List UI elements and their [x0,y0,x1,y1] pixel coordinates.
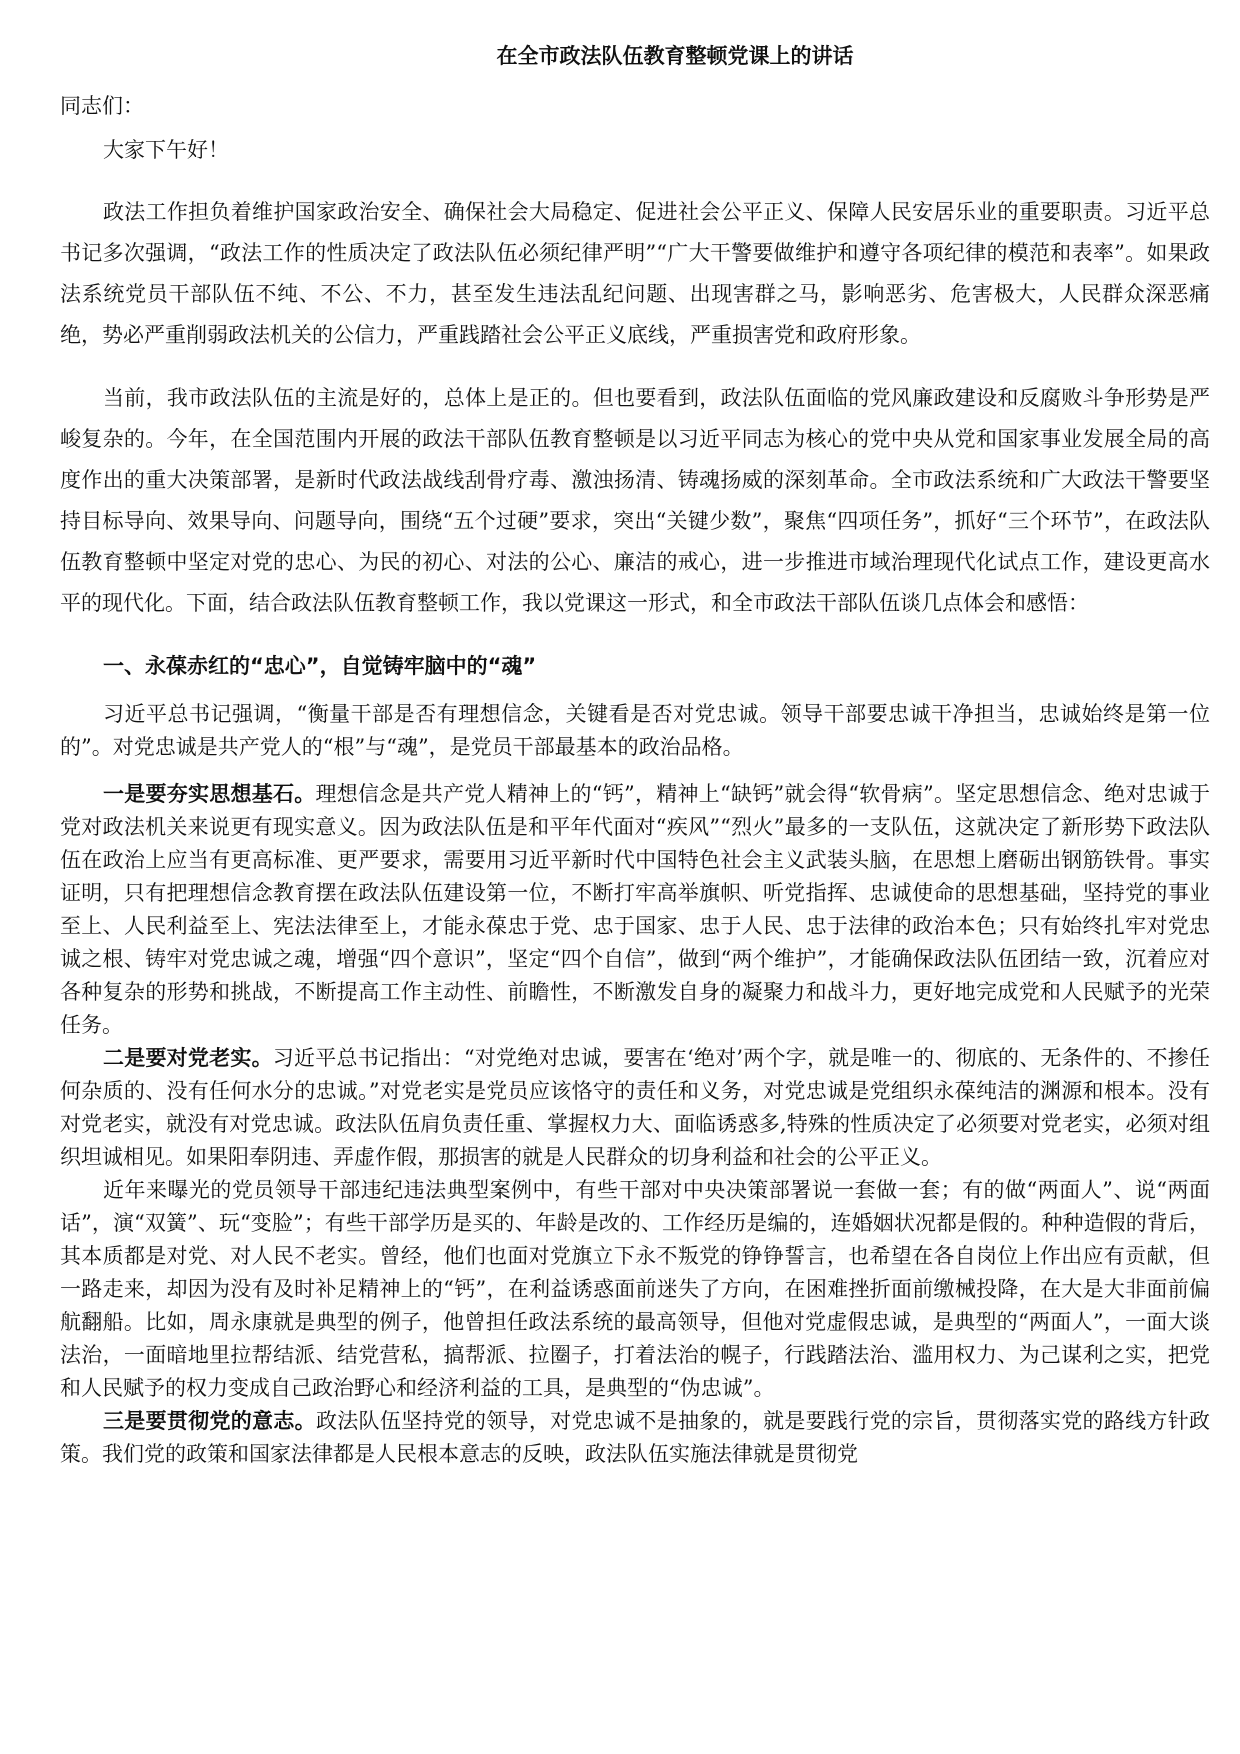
point-3-paragraph [60,1405,1210,1471]
intro-paragraph-1: 政法工作担负着维护国家政治安全、确保社会大局稳定、促进社会公平正义、保障人民安居乐业的重要职责。习近平总书记多次强调，“政法工作的性质决定了政法队伍必须纪律严明”“广大干警要做维护和遵守各项纪律的模范和表率”。如果政法系统党员干部队伍不纯、不公、不力，甚至发生违法乱纪问题、出现害群之马，影响恶劣、危害极大，人民群众深恶痛绝，势必严重削弱政法机关的公信力，严重践踏社会公平正义底线，严重损害党和政府形象。 [60,200,1210,347]
section-heading-1: 一、永葆赤红的“忠心”，自觉铸牢脑中的“魂” [103,654,537,678]
section-intro-paragraph: 习近平总书记强调，“衡量干部是否有理想信念，关键看是否对党忠诚。领导干部要忠诚干净担当，忠诚始终是第一位的”。对党忠诚是共产党人的“根”与“魂”，是党员干部最基本的政治品格。 [60,702,1210,759]
document-page [60,30,1210,1471]
point-1-paragraph [60,778,1210,1042]
example-paragraph: 近年来曝光的党员领导干部违纪违法典型案例中，有些干部对中央决策部署说一套做一套；有的做“两面人”、说“两面话”，演“双簧”、玩“变脸”；有些干部学历是买的、年龄是改的、工作经历是编的，连婚姻状况都是假的。种种造假的背后，其本质都是对党、对人民不老实。曾经，他们也面对党旗立下永不叛党的铮铮誓言，也希望在各自岗位上作出应有贡献，但一路走来，却因为没有及时补足精神上的“钙”，在利益诱惑面前迷失了方向，在困难挫折面前缴械投降，在大是大非面前偏航翻船。比如，周永康就是典型的例子，他曾担任政法系统的最高领导，但他对党虚假忠诚，是典型的“两面人”，一面大谈法治，一面暗地里拉帮结派、结党营私，搞帮派、拉圈子，打着法治的幌子，行践踏法治、滥用权力、为己谋利之实，把党和人民赋予的权力变成自己政治野心和经济利益的工具，是典型的“伪忠诚”。 [60,1178,1210,1400]
intro-paragraph-2: 当前，我市政法队伍的主流是好的，总体上是正的。但也要看到，政法队伍面临的党风廉政建设和反腐败斗争形势是严峻复杂的。今年，在全国范围内开展的政法干部队伍教育整顿是以习近平同志为核心的党中央从党和国家事业发展全局的高度作出的重大决策部署，是新时代政法战线刮骨疗毒、激浊扬清、铸魂扬威的深刻革命。全市政法系统和广大政法干警要坚持目标导向、效果导向、问题导向，围绕“五个过硬”要求，突出“关键少数”，聚焦“四项任务”，抓好“三个环节”，在政法队伍教育整顿中坚定对党的忠心、为民的初心、对法的公心、廉洁的戒心，进一步推进市域治理现代化试点工作，建设更高水平的现代化。下面，结合政法队伍教育整顿工作，我以党课这一形式，和全市政法干部队伍谈几点体会和感悟： [60,386,1210,615]
point-2-text: 习近平总书记指出：“对党绝对忠诚，要害在‘绝对’两个字，就是唯一的、彻底的、无条件的、不掺任何杂质的、没有任何水分的忠诚。”对党老实是党员应该恪守的责任和义务，对党忠诚是党组织永葆纯洁的渊源和根本。没有对党老实，就没有对党忠诚。政法队伍肩负责任重、掌握权力大、面临诱惑多,特殊的性质决定了必须要对党老实，必须对组织坦诚相见。如果阳奉阴违、弄虚作假，那损害的就是人民群众的切身利益和社会的公平正义。 [60,1046,1210,1169]
point-1-lead: 一是要夯实思想基石。 [103,782,316,806]
point-3-text: 政法队伍坚持党的领导，对党忠诚不是抽象的，就是要践行党的宗旨，贯彻落实党的路线方针政策。我们党的政策和国家法律都是人民根本意志的反映，政法队伍实施法律就是贯彻党 [60,1409,1211,1466]
point-2-paragraph [60,1042,1210,1174]
document-title: 在全市政法队伍教育整顿党课上的讲话 [496,44,854,68]
greeting: 大家下午好！ [103,138,229,162]
point-1-text: 理想信念是共产党人精神上的“钙”，精神上“缺钙”就会得“软骨病”。坚定思想信念、绝对忠诚于党对政法机关来说更有现实意义。因为政法队伍是和平年代面对“疾风”“烈火”最多的一支队伍，这就决定了新形势下政法队伍在政治上应当有更高标准、更严要求，需要用习近平新时代中国特色社会主义武装头脑，在思想上磨砺出钢筋铁骨。事实证明，只有把理想信念教育摆在政法队伍建设第一位，不断打牢高举旗帜、听党指挥、忠诚使命的思想基础，坚持党的事业至上、人民利益至上、宪法法律至上，才能永葆忠于党、忠于国家、忠于人民、忠于法律的政治本色；只有始终扎牢对党忠诚之根、铸牢对党忠诚之魂，增强“四个意识”，坚定“四个自信”，做到“两个维护”，才能确保政法队伍团结一致，沉着应对各种复杂的形势和挑战，不断提高工作主动性、前瞻性，不断激发自身的凝聚力和战斗力，更好地完成党和人民赋予的光荣任务。 [60,782,1210,1037]
point-2-lead: 二是要对党老实。 [103,1046,273,1070]
point-3-lead: 三是要贯彻党的意志。 [103,1409,316,1433]
salutation: 同志们： [60,94,144,118]
